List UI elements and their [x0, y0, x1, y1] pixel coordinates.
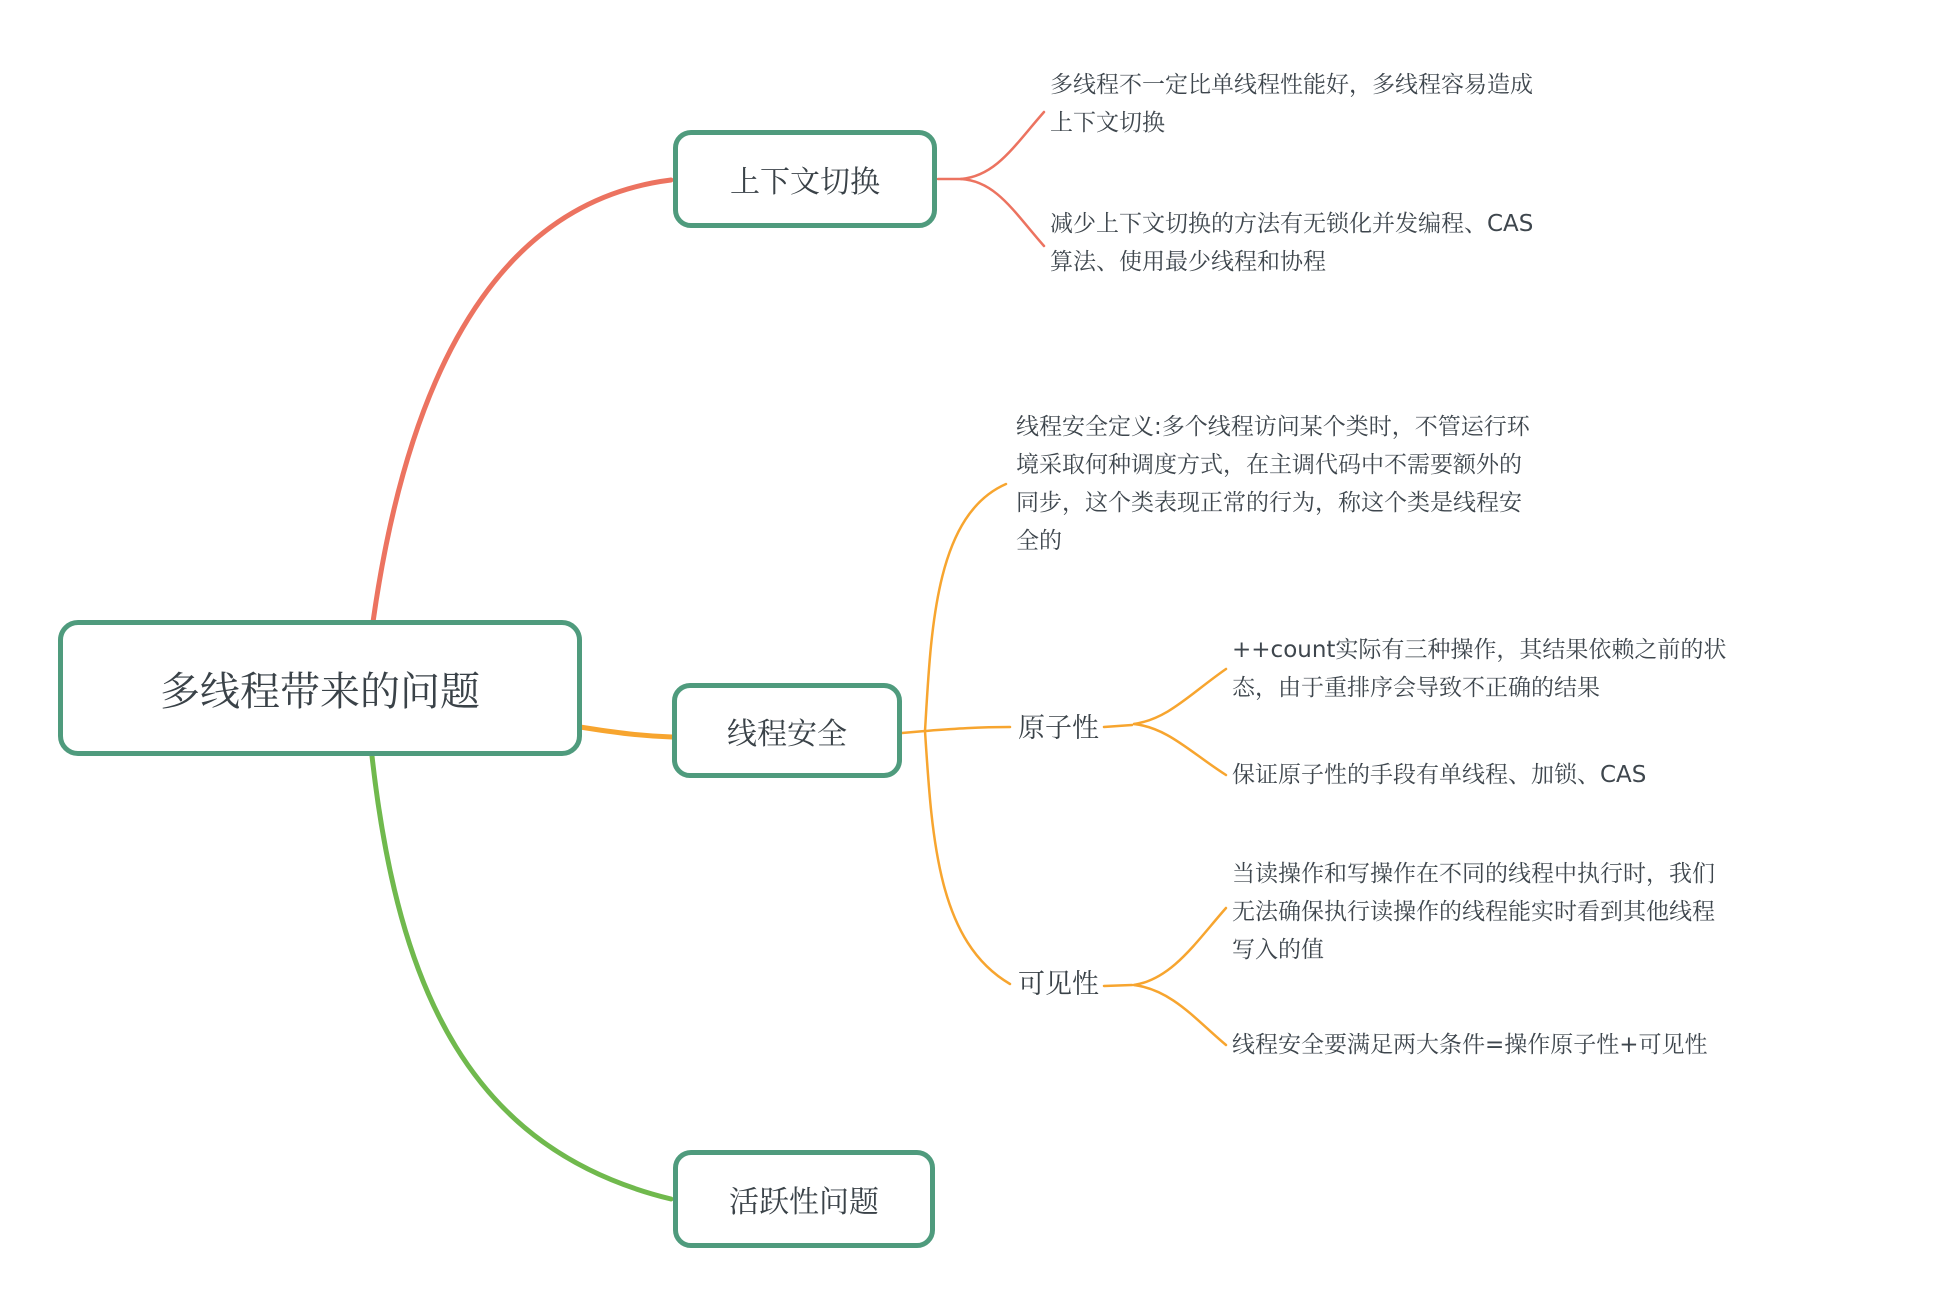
- node-context-switch-label: 上下文切换: [730, 165, 880, 200]
- connector-root-to-liveness: [372, 756, 671, 1199]
- node-liveness[interactable]: [673, 1150, 935, 1248]
- connector-root-to-thread-safety: [580, 727, 672, 737]
- connector-visibility-junction: [1104, 985, 1132, 986]
- node-thread-safety-label: 线程安全: [727, 716, 847, 752]
- topic-thread-safety-definition[interactable]: 线程安全定义:多个线程访问某个类时，不管运行环境采取何种调度方式，在主调代码中不需要额外的同步，这个类表现正常的行为，称这个类是线程安全的: [1016, 414, 1530, 554]
- connector-visibility-note1: [1134, 908, 1226, 985]
- connector-atomicity-note1: [1134, 669, 1226, 724]
- connector-thread-safety-visibility: [925, 731, 1010, 984]
- node-liveness-label: 活跃性问题: [729, 1185, 879, 1220]
- connector-atomicity-note2: [1134, 724, 1226, 775]
- topic-context-switch-note1[interactable]: 多线程不一定比单线程性能好，多线程容易造成上下文切换: [1050, 72, 1533, 136]
- topic-atomicity-note2[interactable]: 保证原子性的手段有单线程、加锁、CAS: [1232, 762, 1647, 788]
- node-thread-safety[interactable]: [672, 683, 902, 778]
- root-node[interactable]: [58, 620, 582, 756]
- topic-atomicity-label[interactable]: 原子性: [1018, 713, 1099, 744]
- topic-visibility-label[interactable]: 可见性: [1018, 969, 1099, 1000]
- node-context-switch[interactable]: [673, 130, 937, 228]
- topic-atomicity-note1[interactable]: ++count实际有三种操作，其结果依赖之前的状态，由于重排序会导致不正确的结果: [1232, 637, 1727, 701]
- connector-thread-safety-definition: [925, 484, 1006, 731]
- connector-visibility-note2: [1134, 985, 1226, 1045]
- connector-root-to-context-switch: [373, 180, 671, 622]
- connector-context-switch-note2: [961, 179, 1044, 246]
- topic-visibility-note2[interactable]: 线程安全要满足两大条件=操作原子性+可见性: [1232, 1032, 1708, 1058]
- connector-thread-safety-atomicity: [925, 727, 1010, 731]
- connector-thread-safety-junction: [902, 731, 925, 733]
- connector-atomicity-junction: [1104, 725, 1132, 727]
- branch-liveness-lines: [372, 756, 671, 1199]
- topic-visibility-note1[interactable]: 当读操作和写操作在不同的线程中执行时，我们无法确保执行读操作的线程能实时看到其他线程写入的值: [1232, 861, 1715, 963]
- root-node-label: 多线程带来的问题: [160, 668, 480, 715]
- connector-context-switch-note1: [961, 112, 1044, 179]
- topic-context-switch-note2[interactable]: 减少上下文切换的方法有无锁化并发编程、CAS算法、使用最少线程和协程: [1050, 211, 1534, 275]
